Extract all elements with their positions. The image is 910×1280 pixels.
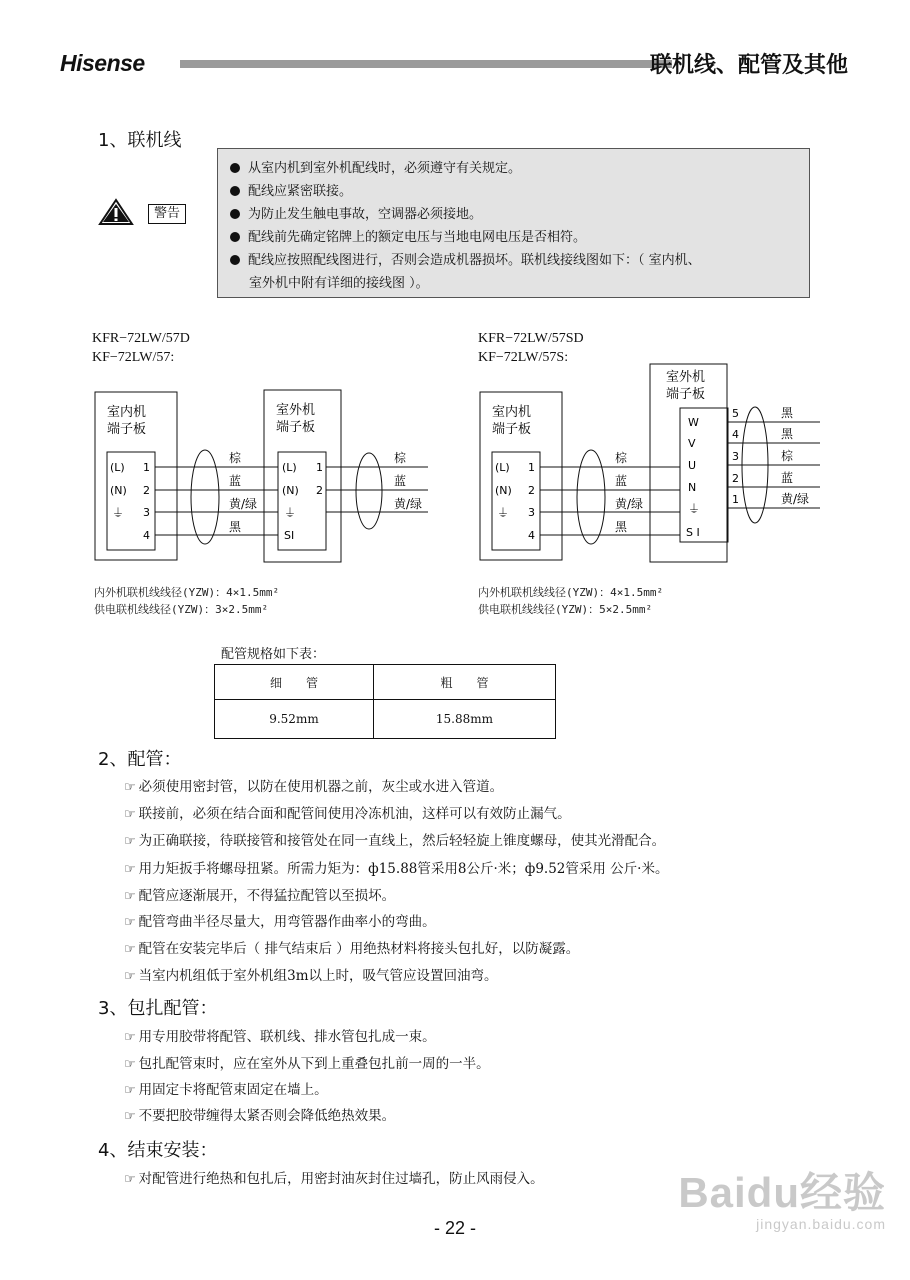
outdoor-label: 室外机 xyxy=(276,403,316,418)
wire-color-label: 蓝 xyxy=(394,474,407,488)
table-row xyxy=(215,700,556,739)
section-1-heading: 1、联机线 xyxy=(98,130,182,151)
terminal-label: W xyxy=(688,416,699,429)
pointing-hand-icon: ☞ xyxy=(124,915,136,930)
terminal-number: 3 xyxy=(528,506,535,519)
list-item: ☞ 用固定卡将配管束固定在墙上。 xyxy=(124,1082,328,1098)
left-wire-spec: 内外机联机线线径(YZW)：4×1.5mm² 供电联机线线径(YZW)：3×2.5mm² xyxy=(94,586,280,616)
list-item: ☞ 配管应逐渐展开，不得猛拉配管以至损坏。 xyxy=(124,888,396,904)
pipe-table-title: 配管规格如下表： xyxy=(221,647,326,662)
pointing-hand-icon: ☞ xyxy=(124,1030,136,1045)
terminal-label: (N) xyxy=(282,484,299,497)
table-cell: 15.88mm xyxy=(373,700,555,739)
terminal-number: 2 xyxy=(143,484,150,497)
terminal-label: U xyxy=(688,459,697,472)
wire-color-label: 黄/绿 xyxy=(781,492,810,506)
wire-color-label: 黑 xyxy=(615,520,628,534)
pointing-hand-icon: ☞ xyxy=(124,1057,136,1072)
wire-color-label: 蓝 xyxy=(615,474,628,488)
terminal-label: (N) xyxy=(110,484,127,497)
terminal-label: (N) xyxy=(495,484,512,497)
bullet-icon xyxy=(230,209,240,219)
terminal-number: 2 xyxy=(316,484,323,497)
wire-color-label: 黑 xyxy=(781,406,794,420)
list-item: ☞ 包扎配管束时，应在室外从下到上重叠包扎前一周的一半。 xyxy=(124,1056,490,1072)
terminal-number: 1 xyxy=(143,461,150,474)
terminal-label: (L) xyxy=(110,461,125,474)
list-item: ☞ 必须使用密封管，以防在使用机器之前，灰尘或水进入管道。 xyxy=(124,779,504,795)
terminal-label: N xyxy=(688,481,697,494)
list-item: ☞ 不要把胶带缠得太紧否则会降低绝热效果。 xyxy=(124,1108,396,1124)
pointing-hand-icon: ☞ xyxy=(124,969,136,984)
warning-item: 配线应按照配线图进行，否则会造成机器损坏。联机线接线图如下：（ 室内机、 xyxy=(230,249,809,272)
list-item: ☞ 配管弯曲半径尽量大，用弯管器作曲率小的弯曲。 xyxy=(124,914,436,930)
ground-icon: ⏚ xyxy=(284,506,297,520)
right-wiring-diagram xyxy=(470,362,840,582)
warning-item: 为防止发生触电事故，空调器必须接地。 xyxy=(230,203,809,226)
indoor-board-label: 端子板 xyxy=(107,422,147,437)
page-title: 联机线、配管及其他 xyxy=(649,52,848,78)
left-model-names: KFR−72LW/57D KF−72LW/57: xyxy=(92,331,190,365)
wire-color-label: 棕 xyxy=(394,451,407,465)
wire-color-label: 蓝 xyxy=(781,471,794,485)
terminal-number: 2 xyxy=(528,484,535,497)
terminal-number: 1 xyxy=(528,461,535,474)
terminal-number: 4 xyxy=(143,529,150,542)
ground-icon: ⏚ xyxy=(497,506,510,520)
list-item: ☞ 对配管进行绝热和包扎后，用密封油灰封住过墙孔，防止风雨侵入。 xyxy=(124,1171,544,1187)
indoor-label: 室内机 xyxy=(492,405,532,420)
indoor-label: 室内机 xyxy=(107,405,147,420)
indoor-board-label: 端子板 xyxy=(492,422,532,437)
terminal-number: 4 xyxy=(528,529,535,542)
header-divider-bar xyxy=(180,60,672,68)
terminal-number: 3 xyxy=(732,450,739,463)
pipe-spec-table xyxy=(214,664,556,739)
wire-color-label: 黄/绿 xyxy=(615,497,644,511)
ground-icon: ⏚ xyxy=(688,502,701,516)
baidu-watermark xyxy=(678,1160,886,1232)
outdoor-board-label: 端子板 xyxy=(276,420,316,435)
outdoor-board-label: 端子板 xyxy=(666,387,706,402)
warning-triangle-icon xyxy=(98,198,134,226)
wire-color-label: 棕 xyxy=(615,451,628,465)
warning-item: 配线应紧密联接。 xyxy=(230,180,809,203)
outdoor-label: 室外机 xyxy=(666,370,706,385)
wire-color-label: 黑 xyxy=(229,520,242,534)
section-3-heading: 3、包扎配管： xyxy=(98,998,218,1019)
pointing-hand-icon: ☞ xyxy=(124,807,136,822)
watermark-brand: Baidu经验 xyxy=(678,1169,886,1216)
list-item: ☞ 用力矩扳手将螺母扭紧。所需力矩为：ф15.88管采用8公斤·米；ф9.52管采用 公斤·米。 xyxy=(124,861,669,877)
wire-color-label: 黑 xyxy=(781,427,794,441)
wire-color-label: 棕 xyxy=(229,451,242,465)
terminal-number: 1 xyxy=(732,493,739,506)
list-item: ☞ 当室内机组低于室外机组3m以上时，吸气管应设置回油弯。 xyxy=(124,968,498,984)
brand-logo: Hisense xyxy=(60,50,145,76)
terminal-label: V xyxy=(688,437,696,450)
pointing-hand-icon: ☞ xyxy=(124,942,136,957)
pointing-hand-icon: ☞ xyxy=(124,1172,136,1187)
wire-color-label: 黄/绿 xyxy=(394,497,423,511)
terminal-number: 5 xyxy=(732,407,739,420)
terminal-label: SI xyxy=(284,529,295,542)
pointing-hand-icon: ☞ xyxy=(124,1109,136,1124)
warning-box xyxy=(217,148,810,298)
bullet-icon xyxy=(230,163,240,173)
table-header-row xyxy=(215,665,556,700)
right-model-names: KFR−72LW/57SD KF−72LW/57S: xyxy=(478,331,584,365)
list-item: ☞ 联接前，必须在结合面和配管间使用冷冻机油，这样可以有效防止漏气。 xyxy=(124,806,571,822)
warning-label: 警告 xyxy=(148,204,186,224)
pointing-hand-icon: ☞ xyxy=(124,889,136,904)
ground-icon: ⏚ xyxy=(112,506,125,520)
section-4-heading: 4、结束安装： xyxy=(98,1140,218,1161)
warning-item-continuation: 室外机中附有详细的接线图 ）。 xyxy=(249,276,429,291)
bullet-icon xyxy=(230,232,240,242)
wire-color-label: 棕 xyxy=(781,449,794,463)
table-cell: 9.52mm xyxy=(215,700,374,739)
table-header-cell: 细 管 xyxy=(215,665,374,700)
bullet-icon xyxy=(230,255,240,265)
pointing-hand-icon: ☞ xyxy=(124,780,136,795)
terminal-number: 2 xyxy=(732,472,739,485)
wire-color-label: 蓝 xyxy=(229,474,242,488)
left-wiring-diagram xyxy=(85,380,445,580)
terminal-label: (L) xyxy=(495,461,510,474)
list-item: ☞ 为正确联接，待联接管和接管处在同一直线上，然后轻轻旋上锥度螺母，使其光滑配合。 xyxy=(124,833,666,849)
terminal-label: S I xyxy=(686,526,700,539)
terminal-number: 1 xyxy=(316,461,323,474)
terminal-number: 3 xyxy=(143,506,150,519)
terminal-label: (L) xyxy=(282,461,297,474)
list-item: ☞ 配管在安装完毕后（ 排气结束后 ）用绝热材料将接头包扎好，以防凝露。 xyxy=(124,941,580,957)
section-2-heading: 2、配管： xyxy=(98,749,182,770)
page-number: - 22 - xyxy=(433,1218,476,1238)
bullet-icon xyxy=(230,186,240,196)
list-item: ☞ 用专用胶带将配管、联机线、排水管包扎成一束。 xyxy=(124,1029,436,1045)
warning-item: 从室内机到室外机配线时，必须遵守有关规定。 xyxy=(230,157,809,180)
watermark-url: jingyan.baidu.com xyxy=(756,1216,886,1232)
pointing-hand-icon: ☞ xyxy=(124,834,136,849)
table-header-cell: 粗 管 xyxy=(373,665,555,700)
right-wire-spec: 内外机联机线线径(YZW)：4×1.5mm² 供电联机线线径(YZW)：5×2.5mm² xyxy=(478,586,664,616)
terminal-number: 4 xyxy=(732,428,739,441)
pointing-hand-icon: ☞ xyxy=(124,862,136,877)
warning-item: 配线前先确定铭牌上的额定电压与当地电网电压是否相符。 xyxy=(230,226,809,249)
pointing-hand-icon: ☞ xyxy=(124,1083,136,1098)
wire-color-label: 黄/绿 xyxy=(229,497,258,511)
